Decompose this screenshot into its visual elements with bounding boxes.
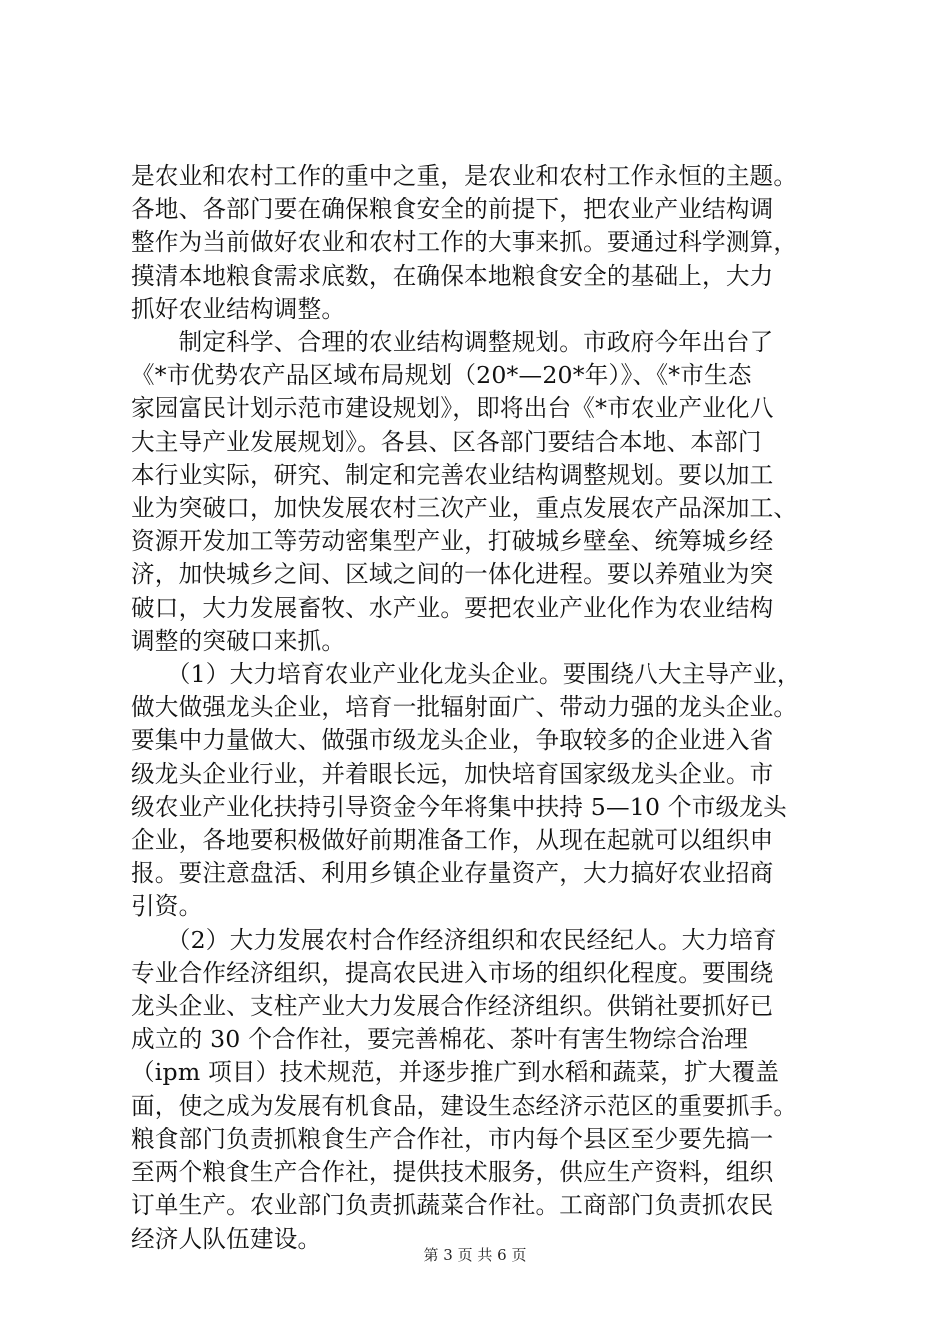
text-line: 粮食部门负责抓粮食生产合作社，市内每个县区至少要先搞一 bbox=[131, 1124, 774, 1153]
text-line: 级农业产业化扶持引导资金今年将集中扶持 5—10 个市级龙头 bbox=[131, 792, 787, 821]
text-line: 《*市优势农产品区域布局规划（20*—20*年）》、《*市生态 bbox=[131, 361, 752, 390]
text-line: 龙头企业、支柱产业大力发展合作经济组织。供销社要抓好已 bbox=[131, 992, 774, 1021]
document-body bbox=[131, 160, 831, 1256]
text-line: 报。要注意盘活、利用乡镇企业存量资产，大力搞好农业招商 bbox=[131, 859, 774, 888]
text-line: 引资。 bbox=[131, 892, 203, 921]
page-footer bbox=[0, 1244, 950, 1265]
text-line: 订单生产。农业部门负责抓蔬菜合作社。工商部门负责抓农民 bbox=[131, 1191, 774, 1220]
text-line: 面，使之成为发展有机食品，建设生态经济示范区的重要抓手。 bbox=[131, 1091, 798, 1120]
text-line: 至两个粮食生产合作社，提供技术服务，供应生产资料，组织 bbox=[131, 1158, 774, 1187]
text-line: 整作为当前做好农业和农村工作的大事来抓。要通过科学测算， bbox=[131, 228, 798, 257]
paragraph bbox=[131, 658, 831, 924]
text-line: （1）大力培育农业产业化龙头企业。要围绕八大主导产业， bbox=[131, 660, 801, 689]
text-line: 大主导产业发展规划》。各县、区各部门要结合本地、本部门 bbox=[131, 427, 762, 456]
text-line: （2）大力发展农村合作经济组织和农民经纪人。大力培育 bbox=[131, 925, 777, 954]
text-line: 业为突破口，加快发展农村三次产业，重点发展农产品深加工、 bbox=[131, 494, 798, 523]
text-line: 做大做强龙头企业，培育一批辐射面广、带动力强的龙头企业。 bbox=[131, 693, 798, 722]
paragraph bbox=[131, 326, 831, 658]
text-line: 资源开发加工等劳动密集型产业，打破城乡壁垒、统筹城乡经 bbox=[131, 527, 774, 556]
text-line: （ipm 项目）技术规范，并逐步推广到水稻和蔬菜，扩大覆盖 bbox=[131, 1058, 780, 1087]
page-number: 第 3 页 共 6 页 bbox=[423, 1246, 527, 1264]
text-line: 调整的突破口来抓。 bbox=[131, 626, 346, 655]
text-line: 本行业实际，研究、制定和完善农业结构调整规划。要以加工 bbox=[131, 460, 774, 489]
paragraph bbox=[131, 160, 831, 326]
text-line: 是农业和农村工作的重中之重，是农业和农村工作永恒的主题。 bbox=[131, 162, 798, 190]
text-line: 要集中力量做大、做强市级龙头企业，争取较多的企业进入省 bbox=[131, 726, 774, 755]
text-line: 济，加快城乡之间、区域之间的一体化进程。要以养殖业为突 bbox=[131, 560, 774, 589]
text-line: 经济人队伍建设。 bbox=[131, 1224, 322, 1253]
text-line: 成立的 30 个合作社，要完善棉花、茶叶有害生物综合治理 bbox=[131, 1025, 748, 1054]
text-line: 破口，大力发展畜牧、水产业。要把农业产业化作为农业结构 bbox=[131, 593, 774, 622]
text-line: 家园富民计划示范市建设规划》，即将出台《*市农业产业化八 bbox=[131, 394, 774, 423]
text-line: 级龙头企业行业，并着眼长远，加快培育国家级龙头企业。市 bbox=[131, 759, 774, 788]
text-line: 专业合作经济组织，提高农民进入市场的组织化程度。要围绕 bbox=[131, 958, 774, 987]
text-line: 企业，各地要积极做好前期准备工作，从现在起就可以组织申 bbox=[131, 826, 774, 855]
paragraph bbox=[131, 924, 831, 1256]
text-line: 制定科学、合理的农业结构调整规划。市政府今年出台了 bbox=[131, 328, 774, 357]
text-line: 各地、各部门要在确保粮食安全的前提下，把农业产业结构调 bbox=[131, 195, 774, 224]
text-line: 摸清本地粮食需求底数，在确保本地粮食安全的基础上，大力 bbox=[131, 261, 774, 290]
text-line: 抓好农业结构调整。 bbox=[131, 294, 346, 323]
